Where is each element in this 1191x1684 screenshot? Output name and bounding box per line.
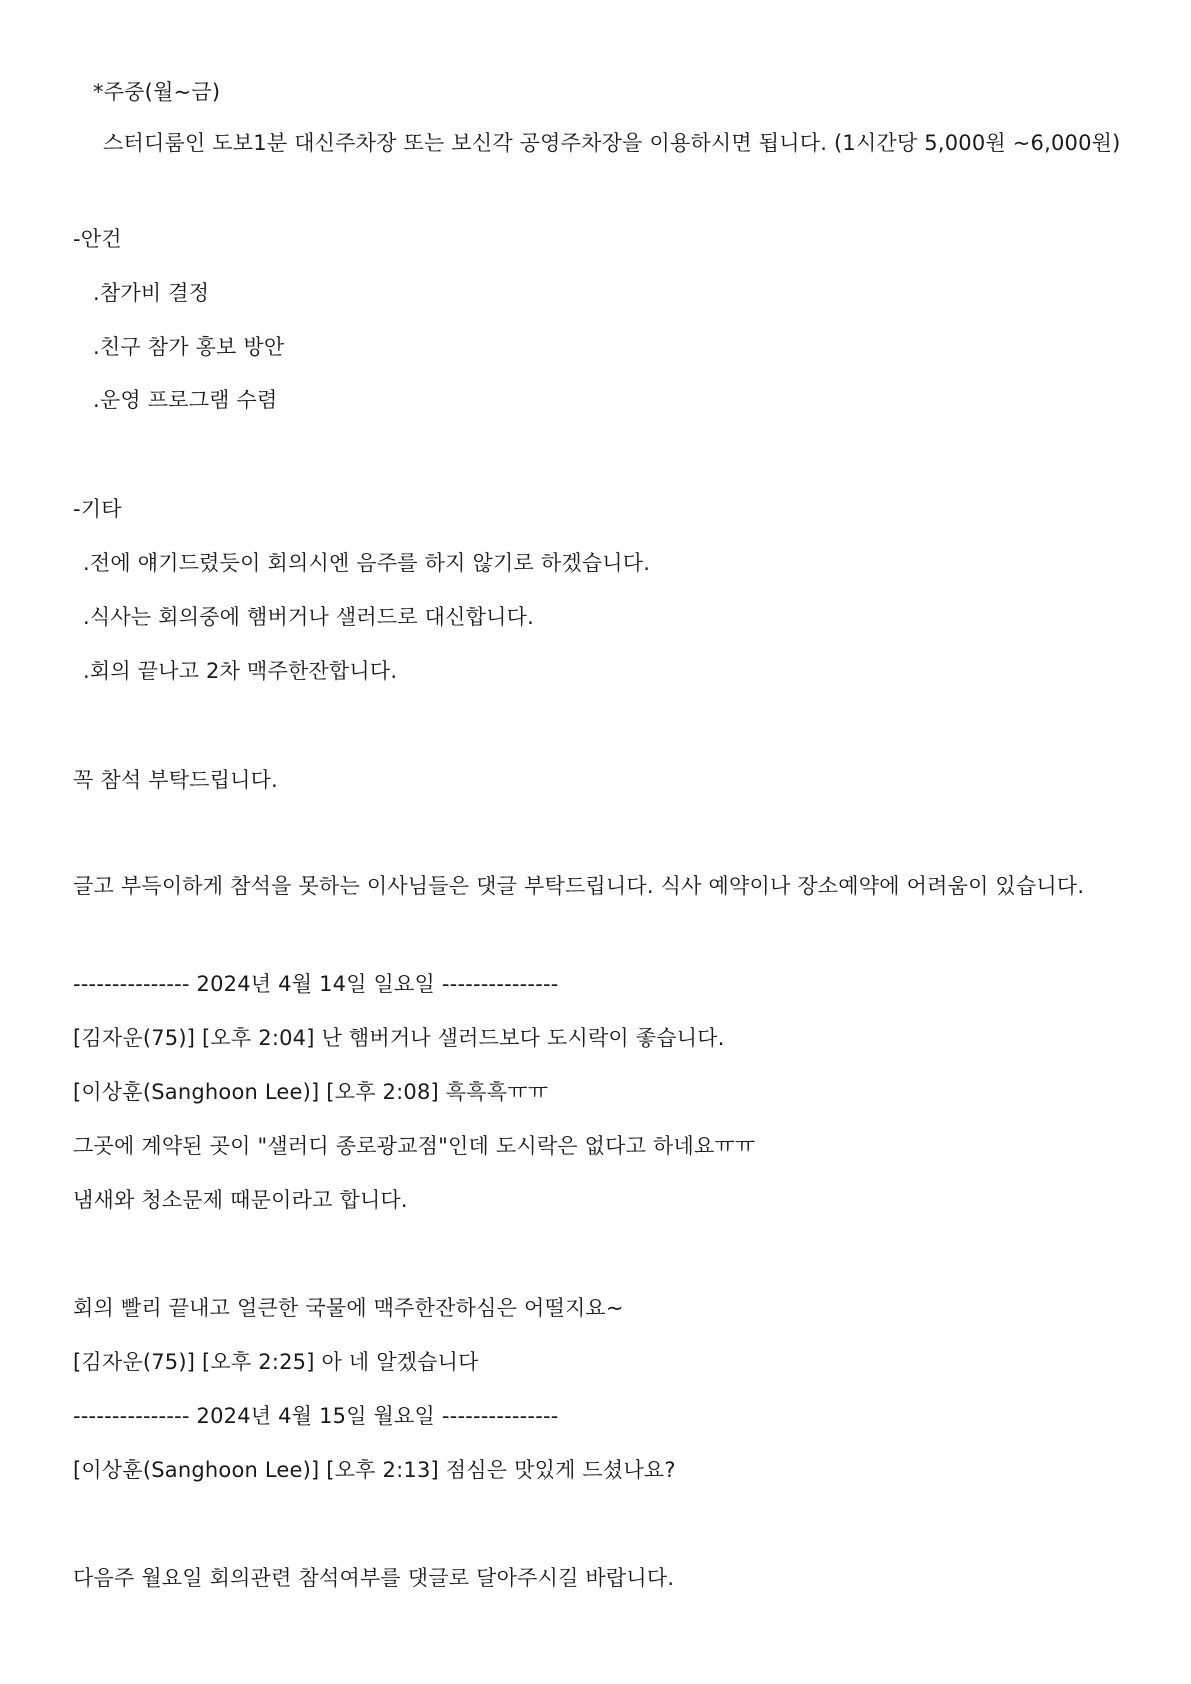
attendance-request: 꼭 참석 부탁드립니다. bbox=[73, 768, 278, 792]
misc-item-beer: .회의 끝나고 2차 맥주한잔합니다. bbox=[83, 659, 398, 683]
chat-message: 그곳에 계약된 곳이 "샐러디 종로광교점"인데 도시락은 없다고 하네요ㅠㅠ bbox=[73, 1134, 756, 1158]
chat-message: 회의 빨리 끝내고 얼큰한 국물에 맥주한잔하심은 어떨지요~ bbox=[73, 1296, 624, 1320]
absence-comment-request: 글고 부득이하게 참석을 못하는 이사님들은 댓글 부탁드립니다. 식사 예약이나 장소예약에 어려움이 있습니다. bbox=[73, 874, 1085, 898]
agenda-item-fee: .참가비 결정 bbox=[93, 281, 210, 305]
chat-message: 다음주 월요일 회의관련 참석여부를 댓글로 달아주시길 바랍니다. bbox=[73, 1566, 675, 1590]
date-divider-apr14: --------------- 2024년 4월 14일 일요일 --------------- bbox=[73, 972, 559, 996]
misc-heading: -기타 bbox=[73, 497, 122, 521]
chat-message: [김자운(75)] [오후 2:04] 난 햄버거나 샐러드보다 도시락이 좋습니다. bbox=[73, 1026, 725, 1050]
agenda-item-promotion: .친구 참가 홍보 방안 bbox=[93, 335, 285, 359]
misc-item-alcohol: .전에 얘기드렸듯이 회의시엔 음주를 하지 않기로 하겠습니다. bbox=[83, 551, 651, 575]
chat-message: [이상훈(Sanghoon Lee)] [오후 2:13] 점심은 맛있게 드셨나요? bbox=[73, 1458, 676, 1482]
agenda-heading: -안건 bbox=[73, 227, 122, 251]
weekday-label: *주중(월~금) bbox=[93, 80, 221, 104]
agenda-item-program: .운영 프로그램 수렴 bbox=[93, 388, 278, 412]
chat-message: 냄새와 청소문제 때문이라고 합니다. bbox=[73, 1188, 408, 1212]
date-divider-apr15: --------------- 2024년 4월 15일 월요일 --------------- bbox=[73, 1404, 559, 1428]
chat-message: [김자운(75)] [오후 2:25] 아 네 알겠습니다 bbox=[73, 1350, 479, 1374]
parking-info: 스터디룸인 도보1분 대신주차장 또는 보신각 공영주차장을 이용하시면 됩니다. (1시간당 5,000원 ~6,000원) bbox=[103, 131, 1121, 155]
misc-item-meal: .식사는 회의중에 햄버거나 샐러드로 대신합니다. bbox=[83, 605, 534, 629]
chat-message: [이상훈(Sanghoon Lee)] [오후 2:08] 흑흑흑ㅠㅠ bbox=[73, 1080, 549, 1104]
